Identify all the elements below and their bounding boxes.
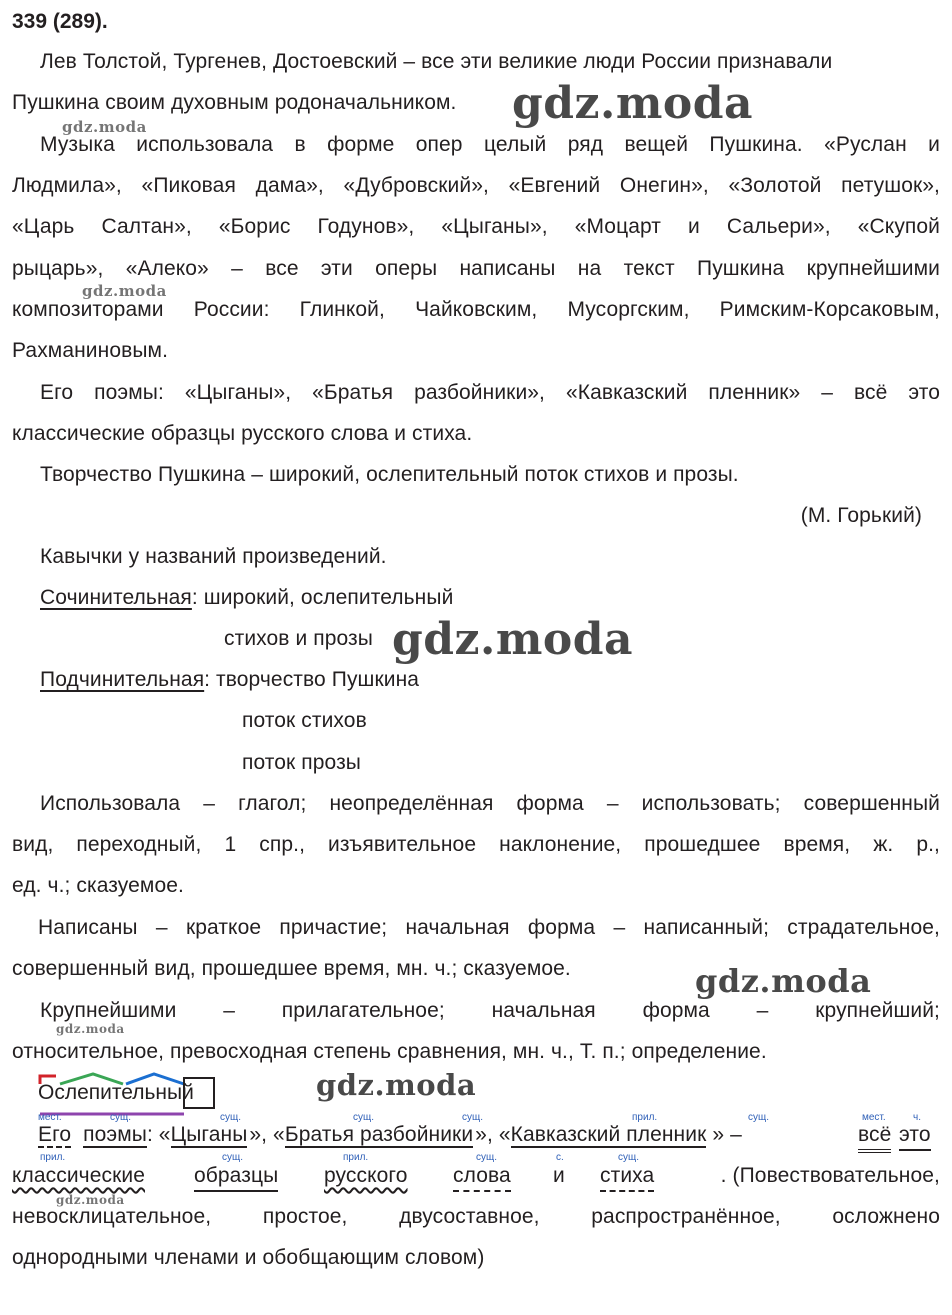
word-subject: Братья разбойники — [284, 1123, 474, 1146]
pos-label: сущ. — [476, 1152, 498, 1163]
sentence-characteristics: . (Повествовательное, — [720, 1164, 940, 1187]
word-conjunction: и — [553, 1164, 565, 1187]
punct: », « — [249, 1123, 285, 1146]
subordinating-line-3: поток прозы — [242, 751, 361, 774]
text-line-13: Кавычки у названий произведений. — [40, 545, 387, 568]
subordinating-line-2: поток стихов — [242, 709, 367, 732]
coordinating-line-2: стихов и прозы — [224, 627, 373, 650]
pos-label: сущ. — [222, 1152, 244, 1163]
word-stem: Ослепительн — [38, 1081, 168, 1104]
pos-label: с. — [556, 1152, 564, 1163]
pos-label: мест. — [862, 1112, 886, 1123]
text-line-21: ед. ч.; сказуемое. — [12, 874, 184, 897]
text-line-11: Творчество Пушкина – широкий, ослепительный поток стихов и прозы. — [40, 463, 739, 486]
coordinating-label: Сочинительная — [40, 586, 192, 609]
word-object: стиха — [600, 1162, 654, 1192]
watermark: gdz.moda — [695, 962, 872, 1000]
text-line-7: композиторами России: Глинкой, Чайковским, Мусоргским, Римским-Корсаковым, — [12, 298, 940, 321]
word-subject: Цыганы — [170, 1123, 248, 1146]
word-predicate: всё — [858, 1121, 891, 1153]
pos-label: сущ. — [618, 1152, 640, 1163]
watermark: gdz.moda — [62, 118, 147, 136]
subordinating-text: : творчество Пушкина — [204, 668, 420, 691]
coordinating-line — [12, 584, 952, 612]
text-line-3: Музыка использовала в форме опер целый ряд вещей Пушкина. «Руслан и — [40, 133, 940, 156]
word-determiner: Его — [38, 1123, 72, 1146]
text-line-19: Использовала – глагол; неопределённая форма – использовать; совершенный — [40, 792, 940, 815]
watermark: gdz.moda — [512, 78, 754, 129]
parsed-line-1 — [38, 1121, 938, 1149]
word-subject: поэмы — [83, 1123, 147, 1146]
pos-label: прил. — [343, 1152, 369, 1163]
punct: » – — [712, 1123, 742, 1146]
pos-label: сущ. — [748, 1112, 770, 1123]
text-line-6: рыцарь», «Алеко» – все эти оперы написаны на текст Пушкина крупнейшими — [12, 257, 940, 280]
text-line-9: Его поэмы: «Цыганы», «Братья разбойники», «Кавказский пленник» – всё это — [40, 381, 940, 404]
punct: », « — [475, 1123, 511, 1146]
text-line-4: Людмила», «Пиковая дама», «Дубровский», «Евгений Онегин», «Золотой петушок», — [12, 174, 940, 197]
text-line-5: «Царь Салтан», «Борис Годунов», «Цыганы», «Моцарт и Сальери», «Скупой — [12, 215, 940, 238]
text-line-29: невосклицательное, простое, двусоставное, распространённое, осложнено — [12, 1205, 940, 1228]
text-line-23: совершенный вид, прошедшее время, мн. ч.; сказуемое. — [12, 957, 571, 980]
text-line-8: Рахманиновым. — [12, 339, 169, 362]
subordinating-label: Подчинительная — [40, 668, 205, 691]
analyzed-word — [38, 1079, 197, 1107]
word-object: слова — [453, 1162, 511, 1192]
exercise-number: 339 (289). — [12, 10, 108, 33]
word-subject-pronoun: это — [899, 1121, 931, 1151]
text-line-20: вид, переходный, 1 спр., изъявительное наклонение, прошедшее время, ж. р., — [12, 833, 940, 856]
pos-label: ч. — [913, 1112, 921, 1123]
pos-label: мест. — [38, 1112, 62, 1123]
watermark: gdz.moda — [56, 1022, 125, 1036]
word-attribute: русского — [324, 1164, 408, 1187]
pos-label: сущ. — [110, 1112, 132, 1123]
text-line-30: однородными членами и обобщающим словом) — [12, 1246, 485, 1269]
pos-label: сущ. — [220, 1112, 242, 1123]
word-predicate-noun: образцы — [194, 1162, 278, 1192]
pos-label: прил. — [632, 1112, 658, 1123]
text-line-2: Пушкина своим духовным родоначальником. — [12, 91, 457, 114]
text-line-10: классические образцы русского слова и стиха. — [12, 422, 473, 445]
text-line-22: Написаны – краткое причастие; начальная форма – написанный; страдательное, — [38, 916, 940, 939]
text-line-24: Крупнейшими – прилагательное; начальная форма – крупнейший; — [40, 999, 940, 1022]
pos-label: прил. — [40, 1152, 66, 1163]
subordinating-line — [12, 666, 952, 694]
text-line-25: относительное, превосходная степень сравнения, мн. ч., Т. п.; определение. — [12, 1040, 767, 1063]
word-subject: Кавказский пленник — [510, 1123, 707, 1146]
watermark: gdz.moda — [82, 282, 167, 300]
quote-author: (М. Горький) — [800, 504, 922, 527]
punct: : « — [146, 1123, 171, 1146]
word-ending: ый — [167, 1081, 194, 1104]
watermark: gdz.moda — [392, 614, 634, 665]
pos-label: сущ. — [462, 1112, 484, 1123]
word-attribute: классические — [12, 1164, 146, 1187]
text-line-1: Лев Толстой, Тургенев, Достоевский – все эти великие люди России признавали — [40, 50, 833, 73]
watermark: gdz.moda — [56, 1193, 125, 1207]
morpheme-analysis — [38, 1070, 228, 1120]
pos-label: сущ. — [353, 1112, 375, 1123]
parsed-line-2 — [12, 1162, 940, 1190]
coordinating-text: : широкий, ослепительный — [191, 586, 454, 609]
watermark: gdz.moda — [316, 1068, 477, 1102]
